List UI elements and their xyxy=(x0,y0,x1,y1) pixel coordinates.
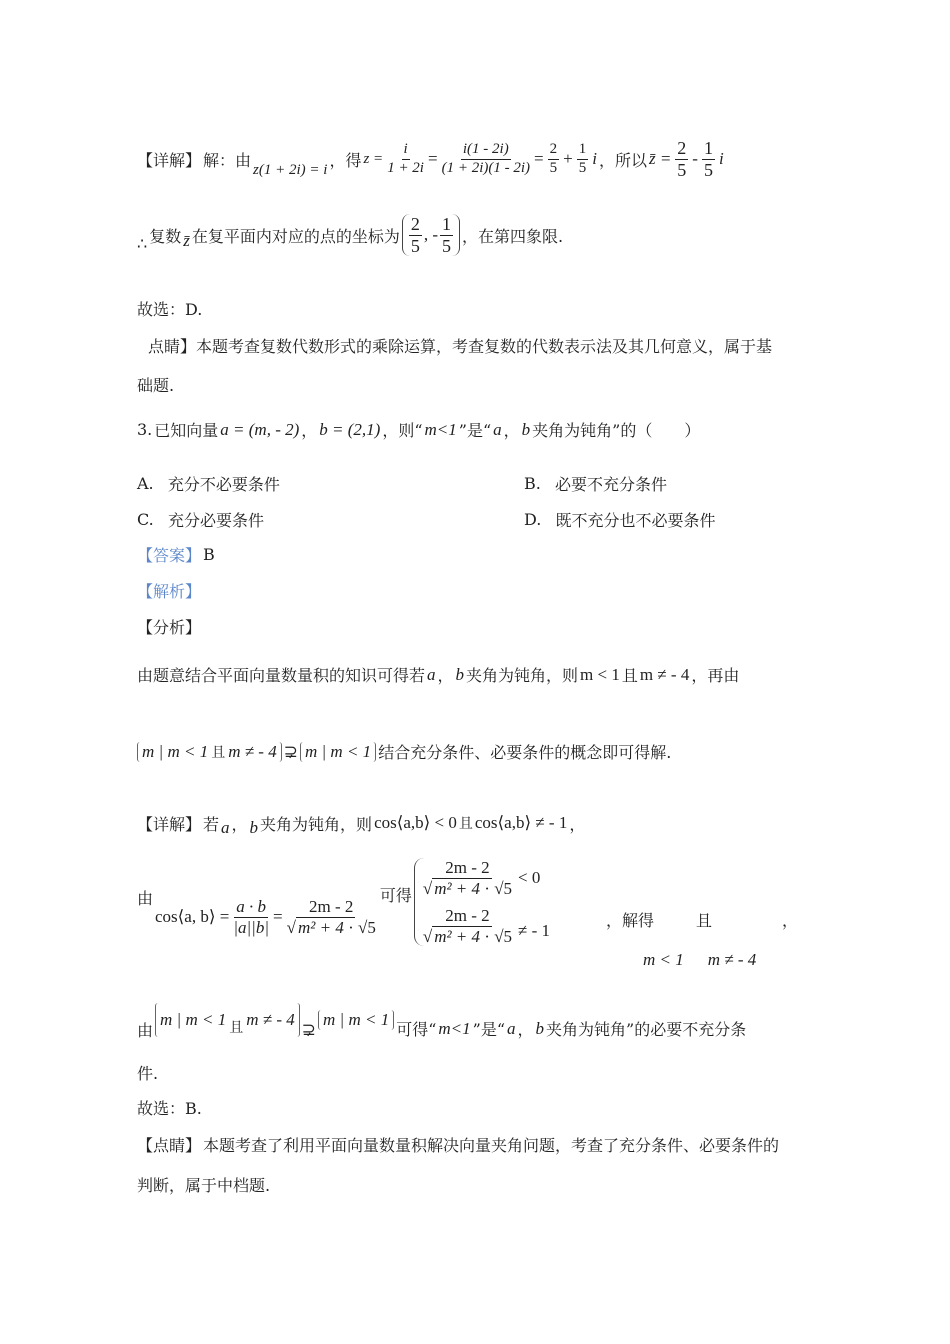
fenxi-line: 由题意结合平面向量数量积的知识可得若 a ， b 夹角为钝角，则 m < 1 且 m ≠ - 4 ，再由 xyxy=(137,664,740,685)
vector-b: b = (2,1) xyxy=(319,419,381,439)
z-conjugate: z̄ xyxy=(183,231,190,251)
fraction: $\frac{a \cdot b}{|a||b|}$ xyxy=(233,897,270,937)
fenxi-label: 【分析】 xyxy=(137,618,202,637)
analysis-label: 【解析】 xyxy=(137,582,202,601)
solution-values: m < 1 m ≠ - 4 xyxy=(643,950,757,969)
detail-label: 【详解】 xyxy=(137,150,202,170)
imag-unit: i xyxy=(718,149,724,169)
detail-line-2: 【详解】 若 a ， b 夹角为钝角，则 cos⟨a,b⟩ < 0 且 cos⟨a,b⟩ ≠ - 1 ， xyxy=(137,813,586,837)
option-a: A. 充分不必要条件 xyxy=(137,474,280,494)
comment-line-2: 础题. xyxy=(137,376,175,395)
equation: z = xyxy=(363,150,384,167)
text: 在复平面内对应的点的坐标为 xyxy=(191,226,400,246)
coordinate: 2 5 , - 1 5 xyxy=(402,214,460,256)
fraction: $\frac{2}{5}$ xyxy=(549,141,558,176)
fraction: 1 5 xyxy=(703,138,713,180)
inequality-system: 2m - 2 √ m² + 4 · √5 < 0 2m - 2 √ m² + 4 · √5 ≠ - 1 xyxy=(414,858,550,946)
conclusion-line: 由 m | m < 1 且 m ≠ - 4 ⊋ m | m < 1 可得“ m<1 ”是“ a ， b 夹角为钝角”的必要不充分条 xyxy=(137,998,746,1041)
therefore-symbol: ∴ xyxy=(137,233,148,253)
comment-line-1: 点睛】本题考查复数代数形式的乘除运算，考查复数的代数表示法及其几何意义，属于基 xyxy=(148,337,773,356)
superset-symbol: ⊋ xyxy=(301,1019,316,1039)
choice-d: 故选：D. xyxy=(137,300,203,319)
question-number: 3. xyxy=(137,420,153,439)
cos-block: 由 cos⟨a, b⟩ = $\frac{a \cdot b}{|a||b|}$ = $\frac{2m - 2}{\text{√ m² + 4 · √5}}$ 可得 2m - 2 √ m² + 4 · √5 < 0 2m - 2 √ m² + 4 · √5 ≠ - 1 xyxy=(137,858,551,946)
therefore-line xyxy=(137,214,563,256)
vector-a: a = (m, - 2) xyxy=(220,419,300,439)
fraction: $\frac{2m - 2}{\text{√ m² + 4 · √5}}$ xyxy=(286,897,376,937)
condition: m<1 xyxy=(424,419,457,439)
fraction: $\frac{i(1 - 2i)}{(1 + 2i)(1 - 2i)}$ xyxy=(441,141,531,176)
plus: + xyxy=(563,149,573,169)
conclusion-line-2: 件. xyxy=(137,1064,159,1083)
equals: = xyxy=(427,149,438,169)
text: 结合充分条件、必要条件的概念即可得解. xyxy=(378,743,672,762)
answer-value: B xyxy=(203,545,215,564)
set-1: m | m < 1 且 m ≠ - 4 xyxy=(137,742,282,762)
detail-line-1 xyxy=(137,138,724,180)
answer-label: 【答案】 xyxy=(137,546,202,565)
cos-inequality: cos⟨a,b⟩ ≠ - 1 xyxy=(474,813,568,832)
superset-symbol: ⊋ xyxy=(283,741,298,761)
set-1: m | m < 1 且 m ≠ - 4 xyxy=(155,1003,300,1037)
text: ，在第四象限. xyxy=(462,226,564,246)
equals: = xyxy=(534,149,544,169)
fraction: $\frac{i}{1 + 2i}$ xyxy=(387,141,424,176)
equation: z̄ = xyxy=(648,149,672,169)
text: ，所以 xyxy=(598,150,647,170)
text: 已知向量 xyxy=(154,421,219,440)
set-2: m | m < 1 xyxy=(318,1010,394,1030)
set-line xyxy=(137,740,671,763)
set-2: m | m < 1 xyxy=(300,742,376,762)
text: ，得 xyxy=(329,150,362,170)
text: 解：由 xyxy=(203,150,252,170)
equation: z(1 + 2i) = i xyxy=(253,161,328,178)
fraction: $\frac{1}{5}$ xyxy=(578,141,587,176)
choice-b: 故选：B. xyxy=(137,1099,202,1118)
minus: - xyxy=(692,149,698,169)
cos-inequality: cos⟨a,b⟩ < 0 xyxy=(374,813,457,832)
option-b: B. 必要不充分条件 xyxy=(524,474,668,494)
solution-text: ，解得 且 ， xyxy=(606,911,799,930)
text: 复数 xyxy=(149,226,182,246)
fraction: $\frac{2}{5}$ xyxy=(677,138,687,180)
answer-line xyxy=(137,543,215,566)
imag-unit: i xyxy=(592,149,597,169)
question-3: 3. 已知向量 a = (m, - 2) ， b = (2,1) ，则“ m<1 ”是“ a ， b 夹角为钝角”的（ ） xyxy=(137,419,701,440)
comment-2-line-2: 判断，属于中档题. xyxy=(137,1176,271,1195)
option-d: D. 既不充分也不必要条件 xyxy=(524,510,716,530)
comment-2-line-1: 【点睛】 本题考查了利用平面向量数量积解决向量夹角问题，考查了充分条件、必要条件的 xyxy=(137,1136,780,1155)
cos-definition: cos⟨a, b⟩ = xyxy=(155,907,230,927)
option-c: C. 充分必要条件 xyxy=(137,510,264,530)
